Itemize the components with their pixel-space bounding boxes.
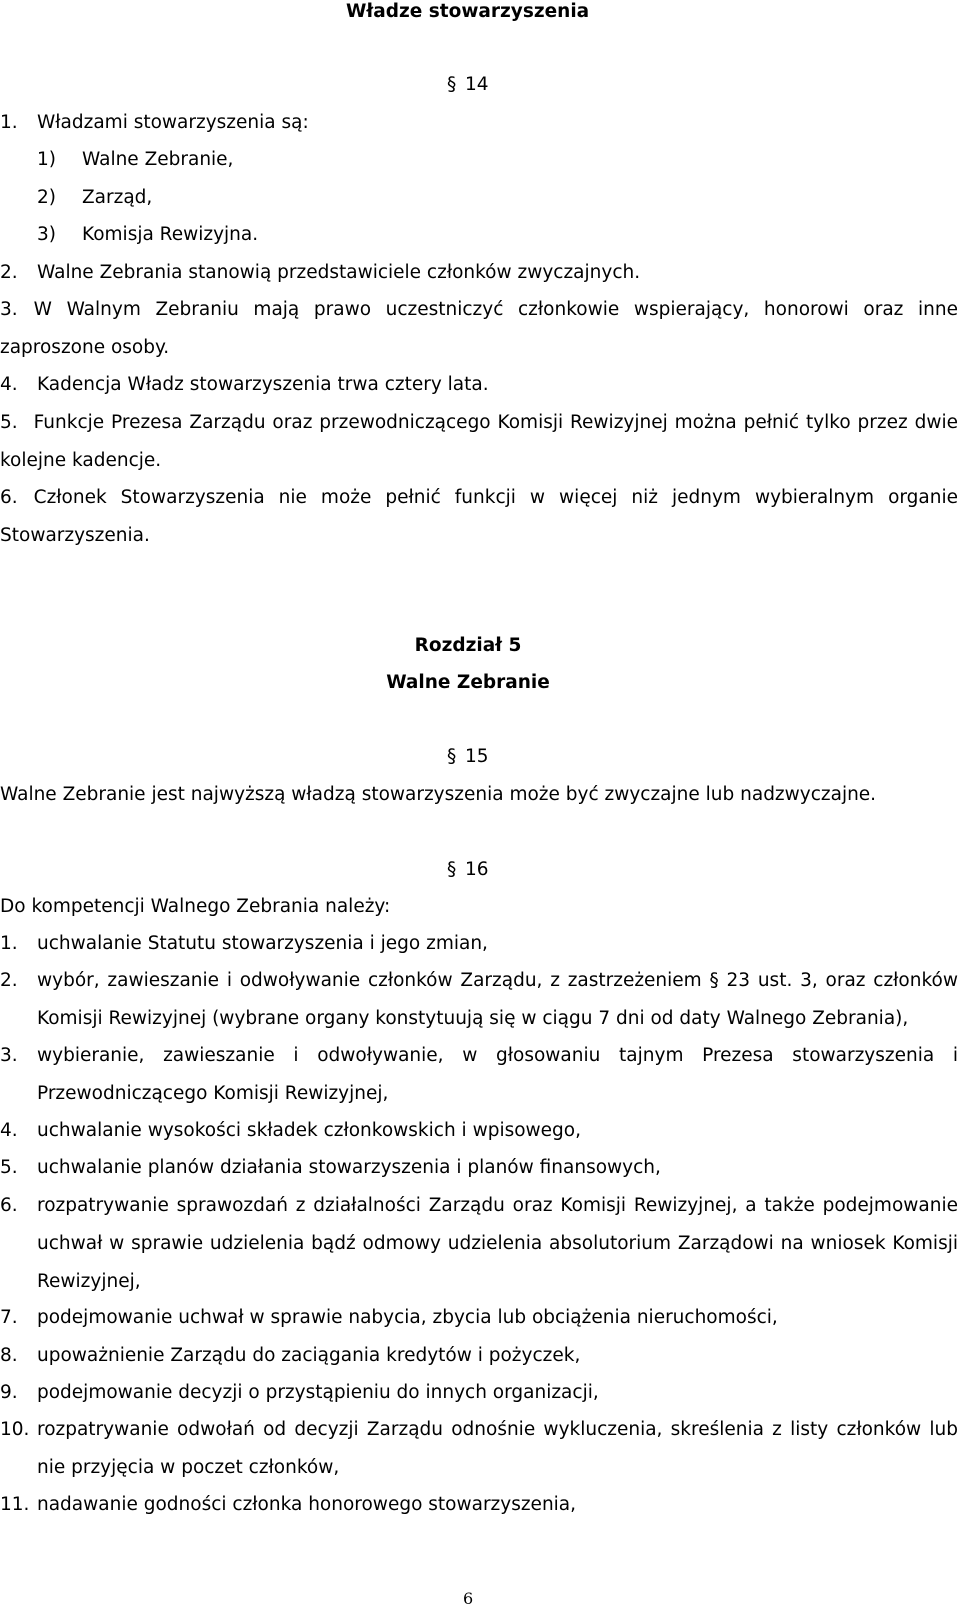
list-item: 3. W Walnym Zebraniu mają prawo uczestniczyć członkowie wspierający, honorowi oraz inne zaproszone osoby.	[0, 299, 958, 358]
list-item: 5. Funkcje Prezesa Zarządu oraz przewodniczącego Komisji Rewizyjnej można pełnić tylko przez dwie kolejne kadencje.	[0, 412, 958, 471]
section-14-heading	[447, 66, 489, 104]
chapter-name: Walne Zebranie	[386, 672, 550, 693]
section-number: 14	[465, 74, 489, 95]
section-16-intro: Do kompetencji Walnego Zebrania należy:	[0, 896, 391, 917]
section-sign: §	[709, 970, 719, 991]
section-16-heading: § 16	[447, 859, 489, 880]
document-page: Władze stowarzyszenia § 14 1. Władzami stowarzyszenia są: 1) Walne Zebranie, 2) Zarząd, 3) Komisja Rewizyjna. 2. Walne Zebrania stanowią przedstawiciele członków zwyczajnych. 3. W Walnym Zebraniu mają prawo uczestniczyć członkowie wspierający, honorowi oraz inne zaproszone osoby. 4. Kadencja Władz stowarzyszenia trwa cztery lata. 5. Funkcje Prezesa Zarządu oraz przewodniczącego Komisji Rewizyjnej można pełnić tylko przez dwie kolejne kadencje. 6. Członek Stowarzyszenia nie może pełnić funkcji w więcej niż jednym wybieralnym organie Stowarzyszenia. Rozdział 5 Walne Zebranie § 15 Walne Zebranie jest najwyższą władzą stowarzyszenia może być zwyczajne lub nadzwyczajne. § 16 Do kompetencji Walnego Zebrania należy: 1. uchwalanie Statutu stowarzyszenia i jego zmian, 2. wybór, zawieszanie i odwoływanie członków Zarządu, z zastrzeżeniem § 23 ust. 3, oraz członków Komisji Rewizyjnej (wybrane organy konstytuują się w ciągu 7 dni od daty Walnego Zebrania), 3. wybieranie, zawieszanie i odwoływanie, w głosowaniu tajnym Prezesa stowarzyszenia i Przewodniczącego Komisji Rewizyjnej, 4. uchwalanie wysokości składek członkowskich i wpisowego, 5. uchwalanie planów działania stowarzyszenia i planów finansowych, 6. rozpatrywanie sprawozdań z działalności Zarządu oraz Komisji Rewizyjnej, a także podejmowanie uchwał w sprawie udzielenia bądź odmowy udzielenia absolutorium Zarządowi na wniosek Komisji Rewizyjnej, 7. podejmowanie uchwał w sprawie nabycia, zbycia lub obciążenia nieruchomości, 8. upoważnienie Zarządu do zaciągania kredytów i pożyczek, 9. podejmowanie decyzji o przystąpieniu do innych organizacji, 10. rozpatrywanie odwołań od decyzji Zarządu odnośnie wykluczenia, skreślenia z listy członków lub nie przyjęcia w poczet członków, 11. nadawanie godności członka honorowego stowarzyszenia, 6	[0, 0, 960, 1611]
page-number: 6	[463, 1589, 474, 1608]
list-item: 6. Członek Stowarzyszenia nie może pełnić funkcji w więcej niż jednym wybieralnym organie Stowarzyszenia.	[0, 487, 958, 546]
section-sign: §	[447, 74, 457, 95]
chapter-label: Rozdział 5	[414, 635, 522, 656]
section-15-heading: § 15	[447, 746, 489, 767]
section-15-text: Walne Zebranie jest najwyższą władzą stowarzyszenia może być zwyczajne lub nadzwyczajne.	[0, 784, 877, 805]
page-title: Władze stowarzyszenia	[346, 1, 590, 22]
